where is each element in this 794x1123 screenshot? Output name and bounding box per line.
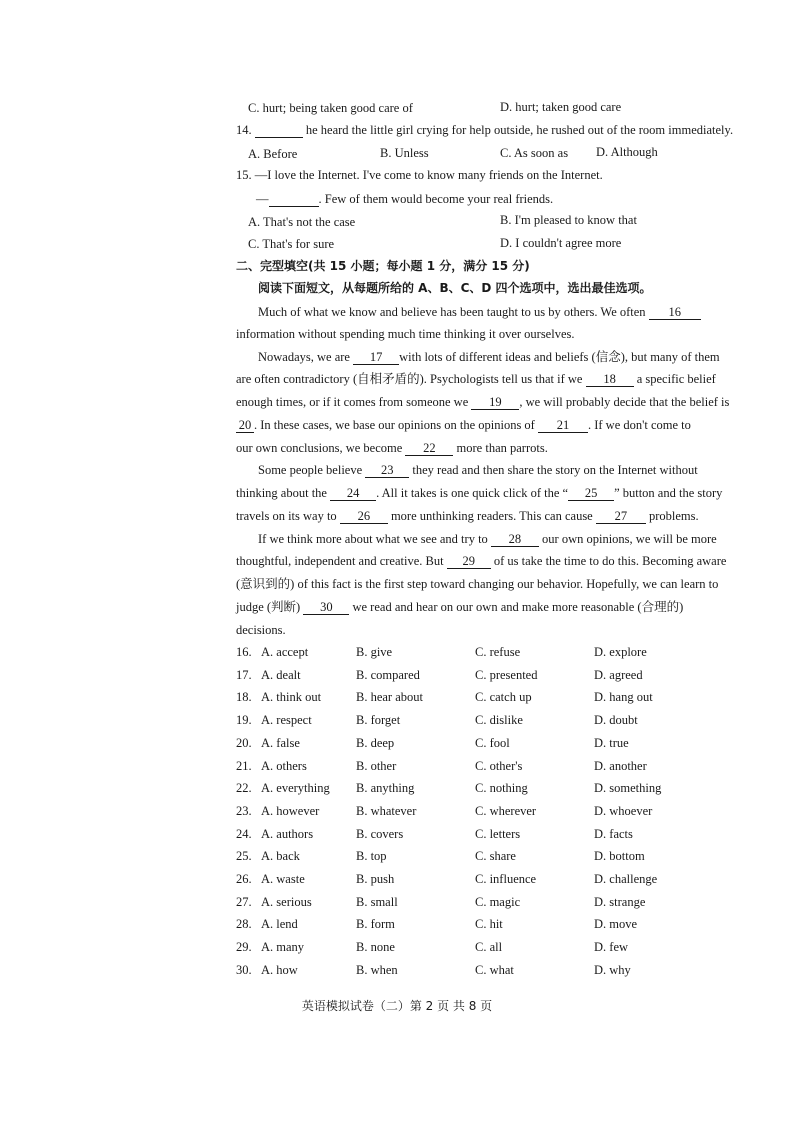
option-row (236, 688, 696, 706)
blank-25: 25 (568, 486, 614, 501)
blank-20: 20 (236, 418, 254, 433)
q15-option-d: D. I couldn't agree more (500, 236, 622, 250)
question-number: 25. (236, 849, 252, 864)
option-a: A. serious (261, 894, 312, 909)
passage-line: (意识到的) of this fact is the first step toward changing our behavior. Hopefully, we can learn to (236, 577, 719, 591)
option-d: D. agreed (594, 667, 643, 682)
option-row (236, 893, 696, 911)
passage-line: decisions. (236, 623, 286, 637)
option-d: D. facts (594, 826, 633, 841)
option-a: A. dealt (261, 667, 301, 682)
option-c: C. catch up (475, 690, 532, 705)
passage-line: thoughtful, independent and creative. But 29 of us take the time to do this. Becoming aware (236, 554, 727, 568)
option-d: D. explore (594, 645, 647, 659)
option-b: B. deep (356, 735, 395, 750)
q13-option-c: C. hurt; being taken good care of (248, 101, 413, 115)
blank-17: 17 (353, 350, 399, 365)
option-d: D. challenge (594, 872, 658, 886)
question-number: 17. (236, 667, 252, 682)
q15-option-a: A. That's not the case (248, 215, 356, 229)
question-number: 19. (236, 713, 252, 728)
option-a: A. everything (261, 781, 330, 796)
option-a: A. false (261, 735, 300, 750)
passage-line: judge (判断) 30 we read and hear on our own and make more reasonable (合理的) (236, 600, 684, 614)
question-number: 21. (236, 758, 252, 773)
question-14-stem (236, 122, 733, 138)
question-15-line1 (236, 167, 603, 183)
question-15-line2 (256, 191, 553, 207)
option-c: C. presented (475, 667, 538, 682)
option-a: A. back (261, 849, 300, 864)
option-a: A. many (261, 940, 305, 955)
question-number: 30. (236, 962, 252, 977)
page-footer: 英语模拟试卷（二）第 2 页 共 8 页 (301, 999, 493, 1013)
option-row (236, 643, 696, 661)
blank-23: 23 (365, 463, 409, 478)
q14-option-b: B. Unless (380, 146, 429, 160)
question-number: 22. (236, 781, 252, 796)
option-d: D. strange (594, 894, 646, 909)
option-d: D. few (594, 940, 629, 955)
option-a: A. think out (261, 690, 322, 705)
dash: — (256, 192, 269, 206)
option-d: D. move (594, 917, 638, 932)
question-number: 16. (236, 645, 252, 659)
option-d: D. true (594, 735, 629, 750)
option-d: D. another (594, 758, 647, 773)
q13-option-d: D. hurt; taken good care (500, 100, 622, 114)
option-c: C. fool (475, 735, 510, 750)
option-row (236, 757, 696, 775)
option-a: A. others (261, 758, 307, 773)
option-c: C. letters (475, 826, 521, 841)
passage-line: travels on its way to 26 more unthinking readers. This can cause 27 problems. (236, 509, 699, 523)
option-c: C. refuse (475, 645, 521, 659)
question-number: 26. (236, 872, 252, 886)
passage-line: 20 . In these cases, we base our opinions on the opinions of 21 . If we don't come to (236, 417, 691, 433)
blank-18: 18 (586, 372, 634, 387)
option-row (236, 711, 696, 729)
blank-26: 26 (340, 509, 388, 524)
option-c: C. all (475, 940, 503, 955)
option-row (236, 666, 696, 684)
option-c: C. wherever (475, 803, 537, 818)
option-d: D. bottom (594, 849, 645, 864)
question-number: 28. (236, 917, 252, 932)
option-b: B. when (356, 962, 398, 977)
option-c: C. magic (475, 894, 521, 909)
blank-30: 30 (303, 600, 349, 615)
answer-blank (269, 192, 319, 207)
answer-blank (255, 123, 303, 138)
blank-22: 22 (405, 441, 453, 456)
option-d: D. why (594, 962, 631, 977)
option-c: C. influence (475, 872, 537, 886)
option-d: D. something (594, 781, 662, 796)
option-b: B. hear about (356, 690, 423, 705)
option-b: B. forget (356, 713, 401, 728)
question-number: 18. (236, 690, 252, 705)
option-a: A. accept (261, 645, 309, 659)
passage-line: Nowadays, we are 17 with lots of different ideas and beliefs (信念), but many of them (258, 350, 720, 364)
question-text: he heard the little girl crying for help outside, he rushed out of the room immediately. (305, 123, 734, 137)
option-c: C. other's (475, 758, 523, 773)
option-row (236, 847, 696, 865)
passage-line: If we think more about what we see and try to 28 our own opinions, we will be more (258, 532, 717, 546)
dialogue-line: —I love the Internet. I've come to know many friends on the Internet. (254, 168, 603, 182)
dialogue-line: . Few of them would become your real friends. (318, 192, 554, 206)
option-d: D. whoever (594, 803, 653, 818)
passage-line: information without spending much time thinking it over ourselves. (236, 327, 575, 341)
section-title: 二、完型填空(共 15 小题；每小题 1 分，满分 15 分) (236, 259, 530, 273)
option-b: B. anything (356, 781, 415, 796)
option-b: B. whatever (356, 803, 417, 818)
option-d: D. hang out (594, 690, 653, 705)
passage-line: Much of what we know and believe has been taught to us by others. We often 16 (258, 304, 701, 320)
option-c: C. nothing (475, 781, 528, 796)
blank-19: 19 (471, 395, 519, 410)
option-a: A. how (261, 962, 298, 977)
blank-27: 27 (596, 509, 646, 524)
blank-24: 24 (330, 486, 376, 501)
question-number: 24. (236, 826, 252, 841)
passage-line: Some people believe 23 they read and then share the story on the Internet without (258, 463, 698, 477)
q14-option-d: D. Although (596, 145, 658, 159)
question-number: 20. (236, 735, 252, 750)
option-row (236, 915, 696, 933)
passage-line: thinking about the 24 . All it takes is one quick click of the “ 25 ” button and the story (236, 486, 723, 500)
option-c: C. dislike (475, 713, 523, 728)
question-number: 27. (236, 894, 252, 909)
blank-16: 16 (649, 305, 701, 320)
option-a: A. authors (261, 826, 314, 841)
option-c: C. share (475, 849, 516, 864)
option-b: B. none (356, 940, 395, 955)
blank-21: 21 (538, 418, 588, 433)
option-b: B. compared (356, 667, 420, 682)
option-d: D. doubt (594, 713, 638, 728)
section-instruction: 阅读下面短文，从每题所给的 A、B、C、D 四个选项中，选出最佳选项。 (258, 281, 652, 295)
question-number: 15. (236, 168, 252, 182)
q14-option-c: C. As soon as (500, 146, 569, 160)
question-number: 23. (236, 803, 252, 818)
blank-29: 29 (447, 554, 491, 569)
option-c: C. hit (475, 917, 503, 932)
option-b: B. small (356, 894, 398, 909)
option-row (236, 825, 696, 843)
option-b: B. other (356, 758, 397, 773)
option-c: C. what (475, 962, 514, 977)
q15-option-b: B. I'm pleased to know that (500, 213, 637, 227)
passage-line: enough times, or if it comes from someone we 19 , we will probably decide that the belief is (236, 395, 730, 409)
option-row (236, 870, 696, 888)
option-row (236, 802, 696, 820)
q14-option-a: A. Before (248, 147, 298, 161)
blank-28: 28 (491, 532, 539, 547)
option-b: B. form (356, 917, 395, 932)
option-a: A. lend (261, 917, 298, 932)
option-a: A. however (261, 803, 320, 818)
question-number: 14. (236, 123, 252, 137)
option-a: A. respect (261, 713, 312, 728)
option-b: B. covers (356, 826, 404, 841)
q15-option-c: C. That's for sure (248, 237, 335, 251)
option-row (236, 734, 696, 752)
option-b: B. give (356, 645, 393, 659)
passage-line: are often contradictory (自相矛盾的). Psychologists tell us that if we 18 a specific belief (236, 372, 716, 386)
option-row (236, 961, 696, 979)
passage-line: our own conclusions, we become 22 more than parrots. (236, 441, 548, 455)
option-b: B. top (356, 849, 387, 864)
question-number: 29. (236, 940, 252, 955)
option-a: A. waste (261, 872, 305, 886)
option-row (236, 779, 696, 797)
option-row (236, 938, 696, 956)
option-b: B. push (356, 872, 395, 886)
